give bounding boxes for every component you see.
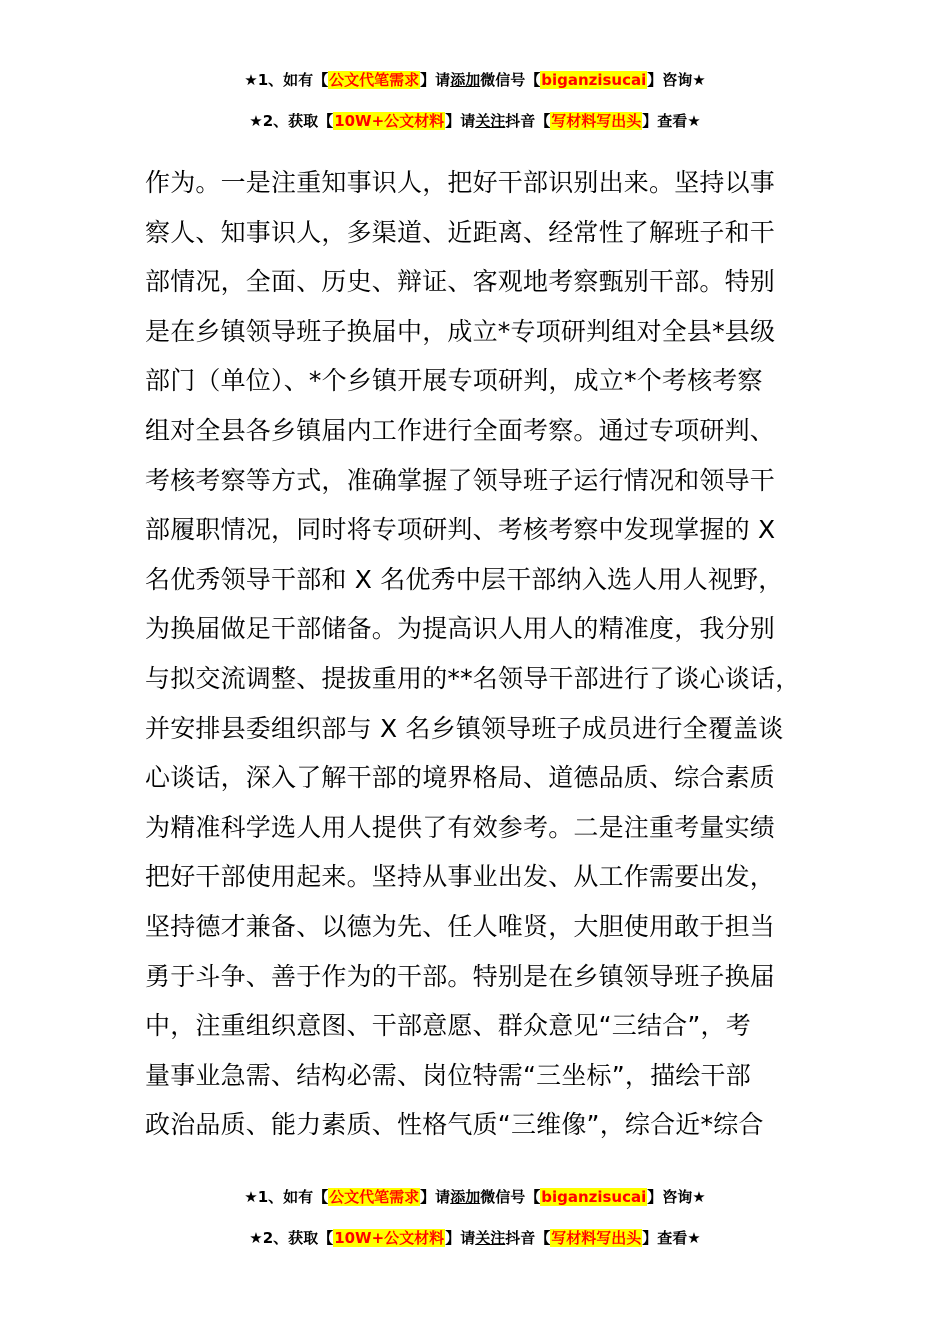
body-line: 勇于斗争、善于作为的干部。特别是在乡镇领导班子换届 (145, 961, 776, 991)
body-line: 察人、知事识人，多渠道、近距离、经常性了解班子和干 (145, 217, 776, 247)
body-line: 部情况，全面、历史、辩证、客观地考察甄别干部。特别 (145, 267, 776, 297)
header-ad-2-highlight-materials: 10W+公文材料 (334, 112, 445, 130)
footer-ad-1-prefix: ★1、如有【 (244, 1188, 329, 1206)
header-ad-2-highlight-douyin: 写材料写出头 (551, 112, 642, 130)
body-line: 把好干部使用起来。坚持从事业出发、从工作需要出发， (145, 862, 776, 892)
body-line: 是在乡镇领导班子换届中，成立*专项研判组对全县*县级 (145, 316, 776, 346)
footer-ad-line-2 (0, 1227, 950, 1249)
body-line: 部门（单位）、*个乡镇开展专项研判，成立*个考核考察 (145, 366, 763, 396)
footer-ad-2-underlined: 关注 (475, 1229, 506, 1247)
header-ad-line-1 (0, 69, 950, 91)
header-ad-1-mid2: 微信号【 (480, 71, 541, 89)
body-line: 量事业急需、结构必需、岗位特需“三坐标”，描绘干部 (145, 1060, 751, 1090)
body-line: 坚持德才兼备、以德为先、任人唯贤，大胆使用敢于担当 (145, 911, 776, 941)
header-ad-2-prefix: ★2、获取【 (249, 112, 334, 130)
header-ad-1-underlined: 添加 (450, 71, 481, 89)
header-ad-2-mid2: 抖音【 (505, 112, 551, 130)
footer-ad-1-highlight-wechat: biganzisucai (541, 1188, 647, 1206)
footer-ad-2-mid2: 抖音【 (505, 1229, 551, 1247)
body-line: 名优秀领导干部和 X 名优秀中层干部纳入选人用人视野， (145, 564, 784, 594)
body-line: 组对全县各乡镇届内工作进行全面考察。通过专项研判、 (145, 415, 776, 445)
body-line: 考核考察等方式，准确掌握了领导班子运行情况和领导干 (145, 465, 776, 495)
footer-ad-line-1 (0, 1186, 950, 1208)
footer-ad-1-suffix: 】咨询★ (647, 1188, 706, 1206)
footer-ad-2-suffix: 】查看★ (642, 1229, 701, 1247)
document-body (145, 158, 835, 1150)
header-ad-1-highlight-service: 公文代笔需求 (329, 71, 420, 89)
header-ad-1-highlight-wechat: biganzisucai (541, 71, 647, 89)
footer-ad-1-highlight-service: 公文代笔需求 (329, 1188, 420, 1206)
header-ad-1-mid: 】请 (420, 71, 451, 89)
body-line: 政治品质、能力素质、性格气质“三维像”，综合近*综合 (145, 1110, 764, 1140)
body-line: 为换届做足干部储备。为提高识人用人的精准度，我分别 (145, 614, 776, 644)
header-ad-1-suffix: 】咨询★ (647, 71, 706, 89)
footer-ad-1-underlined: 添加 (450, 1188, 481, 1206)
body-line: 部履职情况，同时将专项研判、考核考察中发现掌握的 X (145, 515, 776, 545)
body-line: 与拟交流调整、提拔重用的**名领导干部进行了谈心谈话， (145, 663, 801, 693)
body-line: 中，注重组织意图、干部意愿、群众意见“三结合”，考 (145, 1011, 751, 1041)
body-line: 并安排县委组织部与 X 名乡镇领导班子成员进行全覆盖谈 (145, 713, 784, 743)
header-ad-2-mid: 】请 (445, 112, 476, 130)
footer-ad-1-mid: 】请 (420, 1188, 451, 1206)
header-ad-line-2 (0, 110, 950, 132)
header-ad-2-underlined: 关注 (475, 112, 506, 130)
footer-ad-2-mid: 】请 (445, 1229, 476, 1247)
body-line: 为精准科学选人用人提供了有效参考。二是注重考量实绩 (145, 812, 776, 842)
header-ad-2-suffix: 】查看★ (642, 112, 701, 130)
footer-ad-2-highlight-douyin: 写材料写出头 (551, 1229, 642, 1247)
body-line: 心谈话，深入了解干部的境界格局、道德品质、综合素质 (145, 763, 776, 793)
header-ad-1-prefix: ★1、如有【 (244, 71, 329, 89)
footer-ad-1-mid2: 微信号【 (480, 1188, 541, 1206)
footer-ad-2-prefix: ★2、获取【 (249, 1229, 334, 1247)
body-line: 作为。一是注重知事识人，把好干部识别出来。坚持以事 (145, 168, 776, 197)
footer-ad-2-highlight-materials: 10W+公文材料 (334, 1229, 445, 1247)
